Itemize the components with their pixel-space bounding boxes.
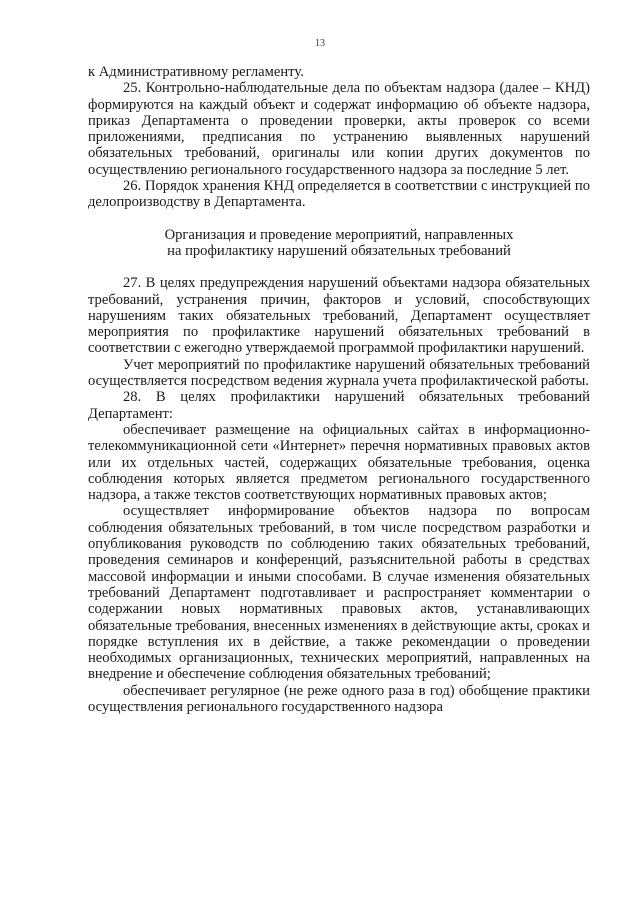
section-heading-line-2: на профилактику нарушений обязательных требований xyxy=(167,242,511,259)
paragraph-28-practice: обеспечивает регулярное (не реже одного раза в год) обобщение практики осуществления регионального государственного надзора xyxy=(88,682,590,715)
document-body xyxy=(88,64,590,715)
paragraph-continuation: к Административному регламенту. xyxy=(88,64,304,80)
paragraph-25: 25. Контрольно-наблюдательные дела по объектам надзора (далее – КНД) формируются на каждый объект и содержат информацию об объекте надзора, приказ Департамента о проведении проверки, акты проверок со всеми приложениями, предписания по устранению выявленных нарушений обязательных требований, оригиналы или копии других документов по осуществлению регионального государственного надзора за последние 5 лет. xyxy=(88,80,590,178)
paragraph-27: 27. В целях предупреждения нарушений объектами надзора обязательных требований, устранения причин, факторов и условий, способствующих нарушениям таких обязательных требований, Департамент осуществляет мероприятия по профилактике нарушений обязательных требований в соответствии с ежегодно утверждаемой программой профилактики нарушений. xyxy=(88,275,590,357)
section-heading-line-1: Организация и проведение мероприятий, направленных xyxy=(164,226,514,243)
spacer xyxy=(88,259,590,275)
paragraph-28: 28. В целях профилактики нарушений обязательных требований Департамент: xyxy=(88,389,590,422)
paragraph-27-accounting: Учет мероприятий по профилактике нарушений обязательных требований осуществляется посредством ведения журнала учета профилактической работы. xyxy=(88,356,590,390)
paragraph-26: 26. Порядок хранения КНД определяется в соответствии с инструкцией по делопроизводству в Департамента. xyxy=(88,178,590,211)
page-number: 13 xyxy=(315,38,325,49)
paragraph-28-publishing: обеспечивает размещение на официальных сайтах в информационно-телекоммуникационной сети «Интернет» перечня нормативных правовых актов или их отдельных частей, содержащих обязательные требования, оценка соблюдения которых является предметом регионального государственного надзора, а также текстов соответствующих нормативных правовых актов; xyxy=(88,421,590,504)
paragraph-28-informing: осуществляет информирование объектов надзора по вопросам соблюдения обязательных требований, в том числе посредством разработки и опубликования руководств по соблюдению таких обязательных требований, проведения семинаров и конференций, разъяснительной работы в средствах массовой информации и иными способами. В случае изменения обязательных требований Департамент подготавливает и распространяет комментарии о содержании новых нормативных правовых актов, устанавливающих обязательные требования, внесенных изменениях в действующие акты, сроках и порядке вступления их в действие, а также рекомендации о проведении необходимых организационных, технических мероприятий, направленных на внедрение и обеспечение соблюдения обязательных требований; xyxy=(88,503,590,683)
spacer xyxy=(88,211,590,227)
